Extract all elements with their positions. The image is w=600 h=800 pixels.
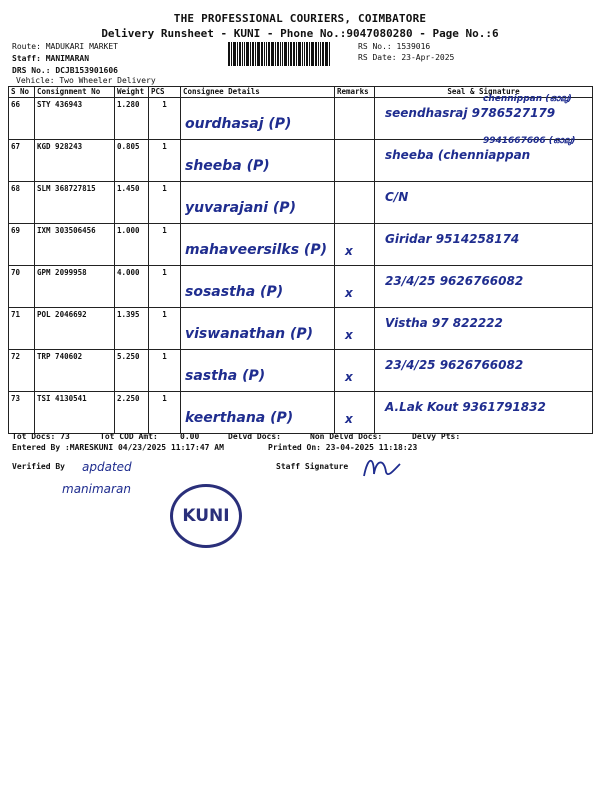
cell-consignment-text: IXM 303506456 — [37, 226, 96, 235]
cell-weight-text: 1.280 — [117, 100, 140, 109]
cell-consignment-text: TSI 4130541 — [37, 394, 87, 403]
delvd-docs: Delvd Docs: — [228, 432, 281, 441]
barcode — [228, 42, 353, 66]
cell-weight — [115, 182, 149, 224]
cell-pcs — [149, 182, 181, 224]
cell-pcs-text: 1 — [162, 184, 167, 193]
cell-weight-text: 4.000 — [117, 268, 140, 277]
cell-signature — [375, 224, 593, 266]
cell-pcs-text: 1 — [162, 310, 167, 319]
cell-consignee — [181, 140, 335, 182]
tot-docs: Tot Docs: 73 — [12, 432, 70, 441]
consignee-handwriting: keerthana (P) — [185, 410, 294, 426]
consignee-handwriting: sheeba (P) — [185, 158, 270, 174]
verified-by-label: Verified By — [12, 462, 65, 471]
remark-mark: x — [345, 244, 353, 258]
signature-handwriting: seendhasraj 9786527179 — [385, 106, 556, 120]
consignee-handwriting: viswanathan (P) — [185, 326, 314, 342]
cell-remarks — [335, 182, 375, 224]
cell-pcs-text: 1 — [162, 142, 167, 151]
stamp-text: KUNI — [182, 506, 230, 526]
tot-cod-label: Tot COD Amt: — [100, 432, 158, 441]
remark-mark: x — [345, 412, 353, 426]
table-row — [9, 140, 593, 182]
cell-sno-text: 72 — [11, 352, 21, 361]
cell-sno — [9, 266, 35, 308]
runsheet-table — [8, 86, 593, 434]
cell-weight-text: 1.450 — [117, 184, 140, 193]
cell-sno-text: 70 — [11, 268, 21, 277]
cell-consignment — [35, 266, 115, 308]
cell-consignee — [181, 182, 335, 224]
cell-signature — [375, 266, 593, 308]
non-delvd-docs: Non Delvd Docs: — [310, 432, 383, 441]
cell-weight-text: 2.250 — [117, 394, 140, 403]
table-row — [9, 392, 593, 434]
cell-remarks — [335, 266, 375, 308]
table-row — [9, 308, 593, 350]
table-row — [9, 182, 593, 224]
verifier-handwriting-1: apdated — [82, 460, 132, 474]
cell-consignee — [181, 392, 335, 434]
table-row — [9, 224, 593, 266]
remark-mark: x — [345, 370, 353, 384]
cell-pcs — [149, 224, 181, 266]
entered-by: Entered By :MARESKUNI 04/23/2025 11:17:47 AM — [12, 443, 224, 452]
cell-pcs — [149, 308, 181, 350]
signature-handwriting: sheeba (chenniappan — [385, 148, 531, 162]
cell-consignee — [181, 308, 335, 350]
cell-pcs-text: 1 — [162, 352, 167, 361]
cell-consignment-text: SLM 368727815 — [37, 184, 96, 193]
cell-pcs — [149, 140, 181, 182]
cell-consignment — [35, 98, 115, 140]
cell-weight — [115, 392, 149, 434]
cell-weight — [115, 140, 149, 182]
cell-weight-text: 5.250 — [117, 352, 140, 361]
cell-weight-text: 1.000 — [117, 226, 140, 235]
cell-weight — [115, 224, 149, 266]
cell-weight — [115, 98, 149, 140]
remark-mark: x — [345, 286, 353, 300]
cell-sno-text: 67 — [11, 142, 21, 151]
cell-pcs — [149, 98, 181, 140]
cell-consignment-text: GPM 2099958 — [37, 268, 87, 277]
cell-sno — [9, 224, 35, 266]
cell-consignment-text: STY 436943 — [37, 100, 83, 109]
cell-consignment-text: KGD 928243 — [37, 142, 83, 151]
route: Route: MADUKARI MARKET — [12, 42, 118, 51]
cell-sno — [9, 182, 35, 224]
delvy-pts: Delvy Pts: — [412, 432, 461, 441]
cell-sno — [9, 140, 35, 182]
cell-pcs-text: 1 — [162, 268, 167, 277]
signature-handwriting: C/N — [385, 190, 409, 204]
table-row — [9, 266, 593, 308]
kuni-stamp — [170, 484, 242, 548]
cell-signature — [375, 94, 593, 140]
cell-weight — [115, 308, 149, 350]
cell-remarks — [335, 392, 375, 434]
cell-signature — [375, 392, 593, 434]
verifier-handwriting-2: manimaran — [62, 482, 131, 496]
cell-consignment — [35, 392, 115, 434]
cell-consignment-text: TRP 740602 — [37, 352, 83, 361]
signature-handwriting: Giridar 9514258174 — [385, 232, 520, 246]
col-weight: Weight — [115, 87, 149, 98]
cell-remarks — [335, 350, 375, 392]
cell-consignment — [35, 350, 115, 392]
cell-consignee — [181, 98, 335, 140]
cell-pcs — [149, 350, 181, 392]
staff-signature-label: Staff Signature — [276, 462, 349, 471]
col-pcs: PCS — [149, 87, 181, 98]
cell-remarks — [335, 98, 375, 140]
cell-sno-text: 71 — [11, 310, 21, 319]
cell-consignment — [35, 308, 115, 350]
cell-consignment — [35, 224, 115, 266]
remark-mark: x — [345, 328, 353, 342]
tot-cod-value: 0.00 — [180, 432, 200, 441]
cell-sno-text: 68 — [11, 184, 21, 193]
col-consignee: Consignee Details — [181, 87, 335, 98]
cell-pcs — [149, 266, 181, 308]
cell-consignee — [181, 266, 335, 308]
cell-consignment — [35, 182, 115, 224]
rs-number: RS No.: 1539016 — [358, 42, 431, 51]
signature-handwriting: 23/4/25 9626766082 — [385, 358, 524, 372]
col-consignment: Consignment No — [35, 87, 115, 98]
col-remarks: Remarks — [335, 87, 375, 98]
cell-remarks — [335, 224, 375, 266]
cell-remarks — [335, 308, 375, 350]
signature-handwriting: 23/4/25 9626766082 — [385, 274, 524, 288]
vehicle: Vehicle: Two Wheeler Delivery — [16, 76, 156, 85]
table-row — [9, 98, 593, 140]
cell-remarks — [335, 140, 375, 182]
col-signature: Seal & Signature — [375, 87, 593, 98]
cell-consignee — [181, 350, 335, 392]
signature-handwriting: Vistha 97 822222 — [385, 316, 503, 330]
signature-note: 9941667606 (ഓലു) — [483, 136, 576, 146]
cell-sno-text: 69 — [11, 226, 21, 235]
signature-handwriting: A.Lak Kout 9361791832 — [385, 400, 546, 414]
table-row — [9, 350, 593, 392]
staff-signature — [360, 452, 410, 482]
consignee-handwriting: ourdhasaj (P) — [185, 116, 292, 132]
cell-sno-text: 73 — [11, 394, 21, 403]
consignee-handwriting: mahaveersilks (P) — [185, 242, 327, 258]
col-sno: S No — [9, 87, 35, 98]
cell-consignment-text: POL 2046692 — [37, 310, 87, 319]
consignee-handwriting: sosastha (P) — [185, 284, 284, 300]
cell-sno — [9, 350, 35, 392]
cell-sno — [9, 392, 35, 434]
cell-weight — [115, 266, 149, 308]
company-title: THE PROFESSIONAL COURIERS, COIMBATORE — [173, 12, 427, 25]
cell-signature — [375, 350, 593, 392]
consignee-handwriting: yuvarajani (P) — [185, 200, 296, 216]
cell-pcs-text: 1 — [162, 394, 167, 403]
cell-pcs — [149, 392, 181, 434]
rs-date: RS Date: 23-Apr-2025 — [358, 53, 455, 62]
staff: Staff: MANIMARAN — [12, 54, 90, 63]
drs-number: DRS No.: DCJB153901606 — [12, 66, 118, 75]
cell-weight — [115, 350, 149, 392]
consignee-handwriting: sastha (P) — [185, 368, 266, 384]
cell-sno — [9, 308, 35, 350]
cell-pcs-text: 1 — [162, 226, 167, 235]
cell-signature — [375, 136, 593, 182]
runsheet-subtitle: Delivery Runsheet - KUNI - Phone No.:9047080280 - Page No.:6 — [101, 27, 499, 40]
cell-sno — [9, 98, 35, 140]
signature-note: chennippan (ഓലു) — [483, 94, 572, 104]
cell-signature — [375, 308, 593, 350]
cell-signature — [375, 182, 593, 224]
cell-weight-text: 1.395 — [117, 310, 140, 319]
cell-sno-text: 66 — [11, 100, 21, 109]
cell-consignee — [181, 224, 335, 266]
printed-on: Printed On: 23-04-2025 11:18:23 — [268, 443, 418, 452]
cell-consignment — [35, 140, 115, 182]
cell-weight-text: 0.805 — [117, 142, 140, 151]
cell-pcs-text: 1 — [162, 100, 167, 109]
